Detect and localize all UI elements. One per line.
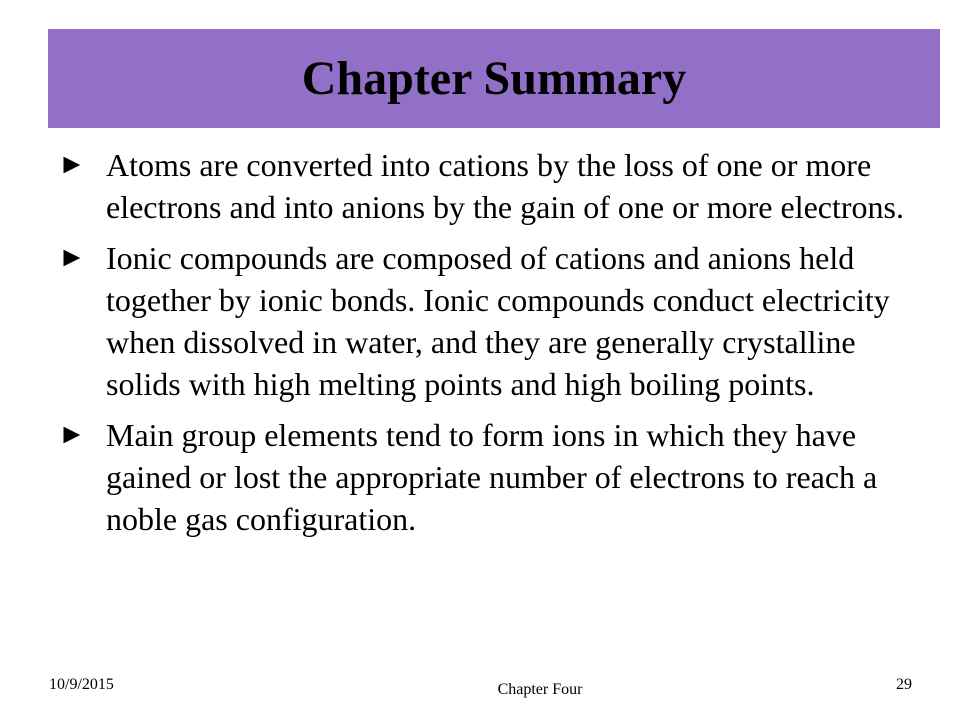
- bullet-item: [58, 144, 918, 228]
- footer-page-number: 29: [896, 676, 912, 693]
- bullet-arrow-icon: ►: [58, 242, 86, 273]
- bullet-text: Atoms are converted into cations by the loss of one or more electrons and into anions by the gain of one or more electrons.: [106, 147, 904, 225]
- bullet-text: Main group elements tend to form ions in which they have gained or lost the appropriate number of electrons to reach a noble gas configuration.: [106, 417, 878, 537]
- bullet-item: [58, 237, 918, 405]
- slide-title: Chapter Summary: [301, 51, 687, 105]
- footer-chapter: Chapter Four: [497, 681, 583, 698]
- title-bar: [48, 29, 940, 128]
- bullet-arrow-icon: ►: [58, 419, 86, 450]
- bullet-item: [58, 414, 918, 540]
- bullet-arrow-icon: ►: [58, 149, 86, 180]
- bullet-list: [58, 144, 918, 549]
- bullet-text: Ionic compounds are composed of cations and anions held together by ionic bonds. Ionic compounds conduct electricity when dissolved in water, and they are generally crystalline solids with high melting points and high boiling points.: [106, 240, 890, 402]
- footer-date: 10/9/2015: [49, 676, 114, 693]
